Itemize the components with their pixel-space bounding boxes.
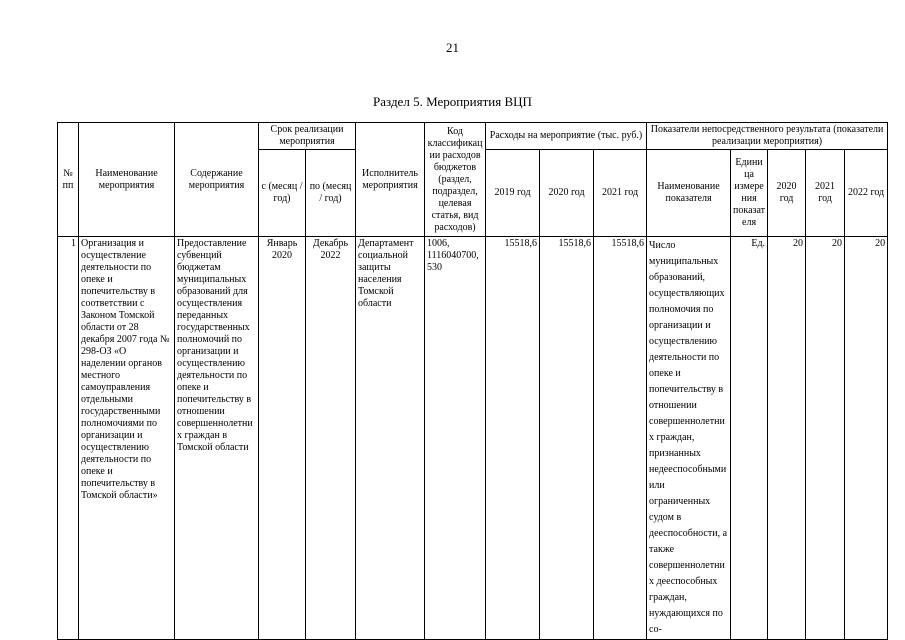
header-ind-year-2020: 2020 год: [768, 150, 806, 237]
row-executor: Департамент социальной защиты населения Томской области: [356, 237, 425, 640]
header-ind-year-2022: 2022 год: [845, 150, 888, 237]
row-num: 1: [58, 237, 79, 640]
header-indicator-unit: Единица измерения показателя: [731, 150, 768, 237]
header-term-from: с (месяц / год): [259, 150, 306, 237]
header-executor: Исполнитель мероприятия: [356, 123, 425, 237]
row-value-2020: 20: [768, 237, 806, 640]
header-term-to: по (месяц / год): [306, 150, 356, 237]
header-expenses-group: Расходы на мероприятие (тыс. руб.): [486, 123, 647, 150]
section-title: Раздел 5. Мероприятия ВЦП: [373, 94, 532, 109]
header-name: Наименование мероприятия: [79, 123, 175, 237]
header-content: Содержание мероприятия: [175, 123, 259, 237]
row-term-from: Январь 2020: [259, 237, 306, 640]
row-expense-2019: 15518,6: [486, 237, 540, 640]
table-row: [58, 237, 888, 640]
header-year-2020: 2020 год: [540, 150, 594, 237]
header-indicators-group: Показатели непосредственного результата (показатели реализации мероприятия): [647, 123, 888, 150]
row-code: 1006, 1116040700, 530: [425, 237, 486, 640]
row-expense-2020: 15518,6: [540, 237, 594, 640]
header-indicator-name: Наименование показателя: [647, 150, 731, 237]
row-term-to: Декабрь 2022: [306, 237, 356, 640]
row-content: Предоставление субвенций бюджетам муниципальных образований для осуществления переданных государственных полномочий по организации и осуществлению деятельности по опеке и попечительству в отношении совершеннолетних граждан в Томской области: [175, 237, 259, 640]
row-expense-2021: 15518,6: [594, 237, 647, 640]
header-term-group: Срок реализации мероприятия: [259, 123, 356, 150]
measures-table: [57, 122, 888, 640]
header-num: № пп: [58, 123, 79, 237]
row-indicator-name: Число муниципальных образований, осуществляющих полномочия по организации и осуществлению деятельности по опеке и попечительству в отношении совершеннолетних граждан, признанных недееспособными или ограниченных судом в дееспособности, а также совершеннолетних дееспособных граждан, нуждающихся по со-: [647, 237, 731, 640]
header-code: Код классификации расходов бюджетов (раздел, подраздел, целевая статья, вид расходов): [425, 123, 486, 237]
row-value-2022: 20: [845, 237, 888, 640]
header-year-2021: 2021 год: [594, 150, 647, 237]
row-value-2021: 20: [806, 237, 845, 640]
row-indicator-unit: Ед.: [731, 237, 768, 640]
header-ind-year-2021: 2021 год: [806, 150, 845, 237]
page-number: 21: [446, 40, 459, 55]
header-row-1: [58, 123, 888, 150]
row-name: Организация и осуществление деятельности по опеке и попечительству в соответствии с Законом Томской области от 28 декабря 2007 года № 298-ОЗ «О наделении органов местного самоуправления отдельными государственными полномочиями по организации и осуществлению деятельности по опеке и попечительству в Томской области»: [79, 237, 175, 640]
header-year-2019: 2019 год: [486, 150, 540, 237]
